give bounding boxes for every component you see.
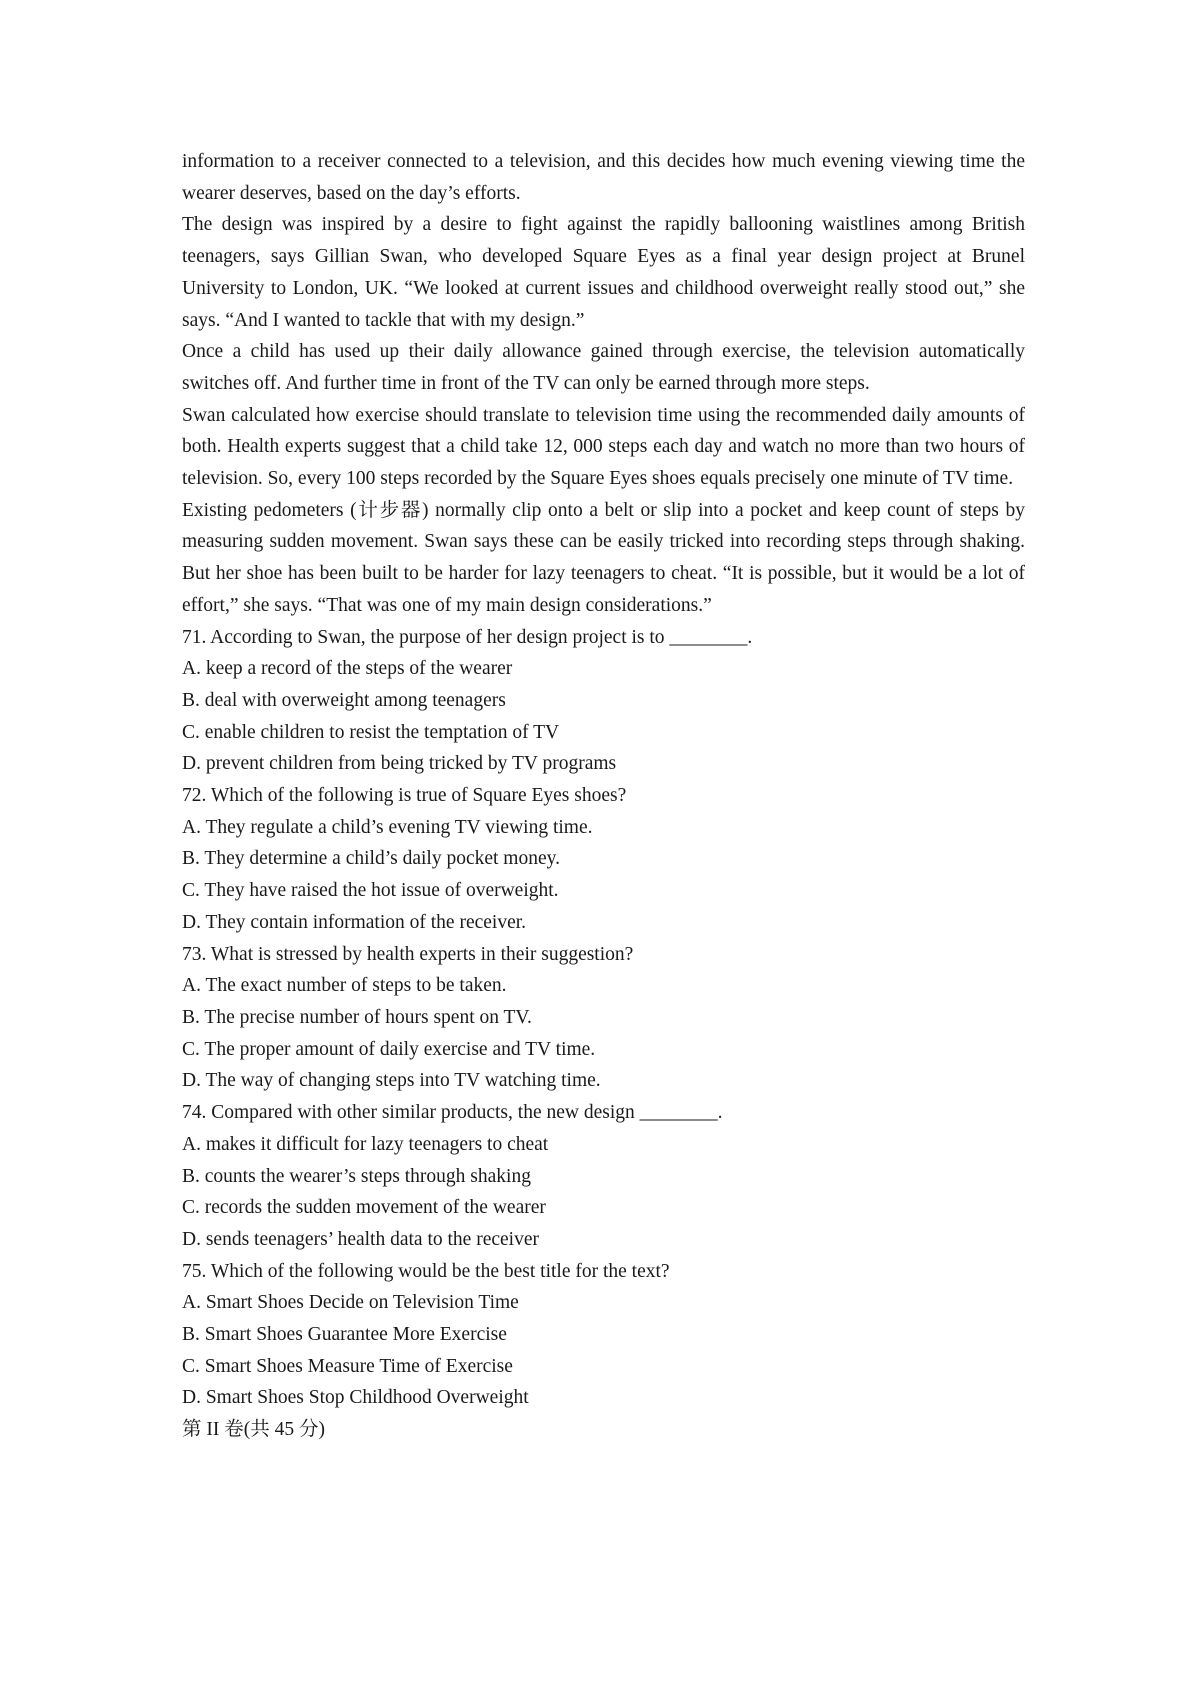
question-74 — [182, 1097, 1025, 1256]
option-c: C. Smart Shoes Measure Time of Exercise — [182, 1355, 513, 1377]
option-d: D. The way of changing steps into TV watching time. — [182, 1070, 601, 1092]
option-b: B. counts the wearer’s steps through shaking — [182, 1165, 531, 1187]
question-stem: 73. What is stressed by health experts in their suggestion? — [182, 943, 634, 965]
option-b: B. They determine a child’s daily pocket money. — [182, 848, 560, 870]
option-a: A. keep a record of the steps of the wearer — [182, 658, 513, 680]
passage-paragraph-3: Once a child has used up their daily allowance gained through exercise, the television automatically switches off. And further time in front of the TV can only be earned through more steps. — [182, 341, 1025, 394]
question-stem: 74. Compared with other similar products, the new design ________. — [182, 1102, 723, 1124]
question-75 — [182, 1256, 1025, 1415]
document-page — [182, 146, 1025, 1446]
question-stem: 71. According to Swan, the purpose of her design project is to ________. — [182, 626, 753, 648]
passage-paragraph-4: Swan calculated how exercise should translate to television time using the recommended daily amounts of both. Health experts suggest that a child take 12, 000 steps each day and watch no more than two hours of television. So, every 100 steps recorded by the Square Eyes shoes equals precisely one minute of TV time. — [182, 404, 1025, 490]
option-c: C. They have raised the hot issue of overweight. — [182, 880, 559, 902]
question-73 — [182, 939, 1025, 1098]
option-d: D. prevent children from being tricked by TV programs — [182, 753, 617, 775]
question-stem: 72. Which of the following is true of Square Eyes shoes? — [182, 785, 627, 807]
option-a: A. makes it difficult for lazy teenagers to cheat — [182, 1133, 549, 1155]
option-c: C. records the sudden movement of the wearer — [182, 1197, 546, 1219]
option-b: B. The precise number of hours spent on TV. — [182, 1006, 532, 1028]
option-d: D. Smart Shoes Stop Childhood Overweight — [182, 1387, 529, 1409]
option-c: C. The proper amount of daily exercise and TV time. — [182, 1038, 596, 1060]
passage-paragraph-1: information to a receiver connected to a television, and this decides how much evening viewing time the wearer deserves, based on the day’s efforts. — [182, 151, 1025, 204]
option-a: A. They regulate a child’s evening TV viewing time. — [182, 816, 593, 838]
option-a: A. Smart Shoes Decide on Television Time — [182, 1292, 519, 1314]
question-stem: 75. Which of the following would be the best title for the text? — [182, 1260, 670, 1282]
option-b: B. Smart Shoes Guarantee More Exercise — [182, 1324, 507, 1346]
option-a: A. The exact number of steps to be taken. — [182, 975, 507, 997]
section-heading: 第 II 卷(共 45 分) — [182, 1419, 325, 1441]
passage-paragraph-2: The design was inspired by a desire to fight against the rapidly ballooning waistlines among British teenagers, says Gillian Swan, who developed Square Eyes as a final year design project at Brunel University to London, UK. “We looked at current issues and childhood overweight really stood out,” she says. “And I wanted to tackle that with my design.” — [182, 214, 1025, 331]
question-71 — [182, 622, 1025, 781]
question-72 — [182, 780, 1025, 939]
passage-paragraph-5: Existing pedometers (计步器) normally clip onto a belt or slip into a pocket and keep count of steps by measuring sudden movement. Swan says these can be easily tricked into recording steps through shaking. But her shoe has been built to be harder for lazy teenagers to cheat. “It is possible, but it would be a lot of effort,” she says. “That was one of my main design considerations.” — [182, 499, 1025, 616]
option-c: C. enable children to resist the temptation of TV — [182, 721, 560, 743]
option-d: D. They contain information of the receiver. — [182, 911, 527, 933]
option-b: B. deal with overweight among teenagers — [182, 689, 506, 711]
option-d: D. sends teenagers’ health data to the receiver — [182, 1228, 539, 1250]
